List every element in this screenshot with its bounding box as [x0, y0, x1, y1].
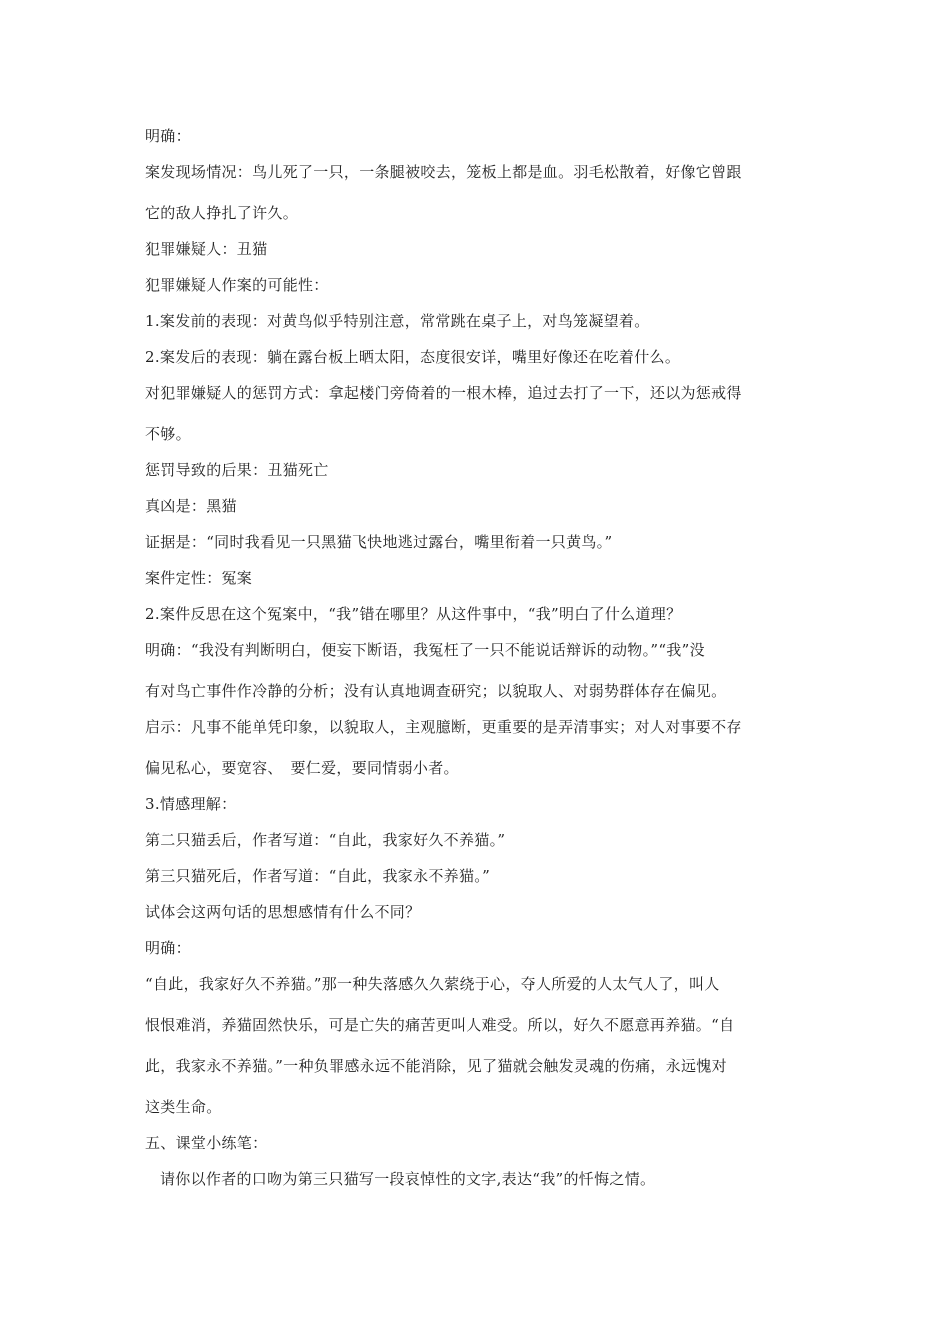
- text-line: 第二只猫丢后，作者写道：“自此，我家好久不养猫。”: [145, 831, 506, 849]
- text-line: 案件定性：冤案: [145, 569, 253, 587]
- text-line: 第三只猫死后，作者写道：“自此，我家永不养猫。”: [145, 867, 491, 885]
- text-line: 这类生命。: [145, 1098, 222, 1116]
- text-line: 3.情感理解：: [145, 795, 237, 813]
- text-line: 1.案发前的表现：对黄鸟似乎特别注意，常常跳在桌子上，对鸟笼凝望着。: [145, 312, 650, 330]
- text-line: 恨恨难消，养猫固然快乐，可是亡失的痛苦更叫人难受。所以，好久不愿意再养猫。“自: [145, 1016, 735, 1034]
- text-line: 请你以作者的口吻为第三只猫写一段哀悼性的文字,表达“我”的忏悔之情。: [160, 1170, 656, 1188]
- text-line: 2.案件反思在这个冤案中，“我”错在哪里？从这件事中，“我”明白了什么道理？: [145, 605, 682, 623]
- text-line: 不够。: [145, 425, 191, 443]
- text-line: 2.案发后的表现：躺在露台板上晒太阳，态度很安详，嘴里好像还在吃着什么。: [145, 348, 681, 366]
- text-line: 对犯罪嫌疑人的惩罚方式：拿起楼门旁倚着的一根木棒，追过去打了一下，还以为惩戒得: [145, 384, 742, 402]
- text-line: 犯罪嫌疑人：丑猫: [145, 240, 268, 258]
- text-line: “自此，我家好久不养猫。”那一种失落感久久萦绕于心，夺人所爱的人太气人了，叫人: [145, 975, 720, 993]
- text-line: 惩罚导致的后果：丑猫死亡: [145, 461, 329, 479]
- text-line: 有对鸟亡事件作冷静的分析；没有认真地调查研究；以貌取人、对弱势群体存在偏见。: [145, 682, 727, 700]
- text-line: 试体会这两句话的思想感情有什么不同？: [145, 903, 421, 921]
- text-line: 明确：: [145, 127, 191, 145]
- section-heading: 五、课堂小练笔：: [145, 1134, 268, 1152]
- text-line: 明确：: [145, 939, 191, 957]
- text-line: 偏见私心，要宽容、 要仁爱，要同情弱小者。: [145, 759, 459, 777]
- text-line: 启示：凡事不能单凭印象，以貌取人，主观臆断，更重要的是弄清事实；对人对事要不存: [145, 718, 742, 736]
- text-line: 证据是：“同时我看见一只黑猫飞快地逃过露台，嘴里衔着一只黄鸟。”: [145, 533, 613, 551]
- text-line: 真凶是：黑猫: [145, 497, 237, 515]
- text-line: 犯罪嫌疑人作案的可能性：: [145, 276, 329, 294]
- text-line: 明确：“我没有判断明白，便妄下断语，我冤枉了一只不能说话辩诉的动物。”“我”没: [145, 641, 705, 659]
- text-line: 案发现场情况：鸟儿死了一只，一条腿被咬去，笼板上都是血。羽毛松散着，好像它曾跟: [145, 163, 742, 181]
- text-line: 此，我家永不养猫。”一种负罪感永远不能消除，见了猫就会触发灵魂的伤痛，永远愧对: [145, 1057, 727, 1075]
- text-line: 它的敌人挣扎了许久。: [145, 204, 299, 222]
